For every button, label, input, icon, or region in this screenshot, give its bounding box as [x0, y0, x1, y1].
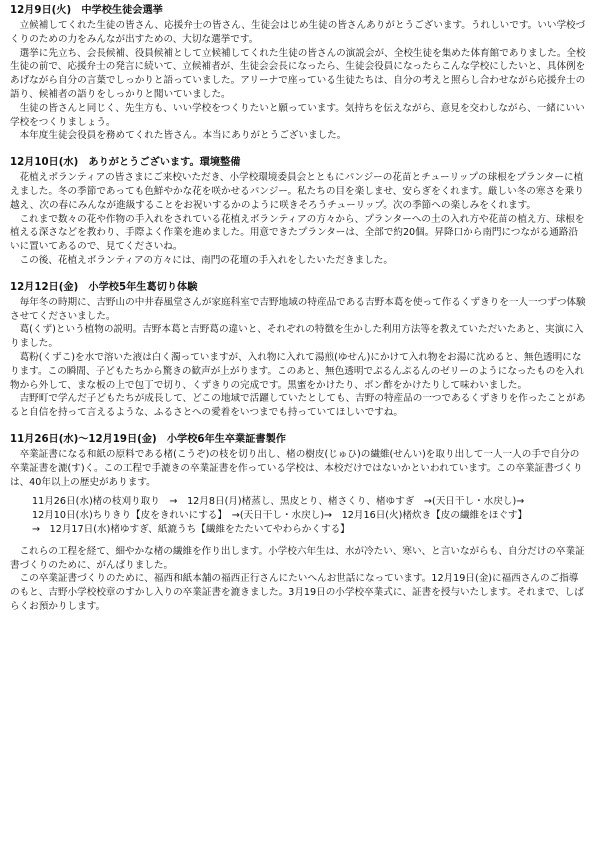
paragraph: この卒業証書づくりのために、福西和紙本舗の福西正行さんにたいへんお世話になっています。12月19日(金)に福西さんのご指導のもと、吉野小学校校章のすかし入りの卒業証書を漉きました。3月19日の小学校卒業式に、証書を授与いたします。それまで、しばらくお預かりします。 — [10, 573, 584, 612]
schedule-line: 12月10日(水)ちりきり【皮をきれいにする】 →(天日干し・水戻し)→ 12月16日(火)楮炊き【皮の繊維をほぐす】 — [32, 510, 528, 522]
paragraph: 吉野町で学んだ子どもたちが成長して、どこの地域で活躍していたとしても、吉野の特産品の一つであるくずきりを作ったことがあると自信を持って言えるような、ふるさとへの愛着をいつまでも持っていてほしいですね。 — [10, 393, 586, 419]
paragraph: 選挙に先立ち、会長候補、役員候補として立候補してくれた生徒の皆さんの演説会が、全校生徒を集めた体育館でありました。全校生徒の前で、応援弁士の発言に続いて、立候補者が、生徒会会長になったら、生徒会役員になったらこんな学校にしたいと、具体例をあげながら自分の言葉でしっかりと語っていました。アリーナで座っている生徒たちは、自分の考えと照らし合わせながら応援弁士の語り、候補者の語りをしっかりと聞いていました。 — [10, 47, 586, 100]
section-spacer — [10, 143, 587, 156]
process-schedule — [32, 495, 587, 536]
section-heading: 12月10日(水) ありがとうございます。環境整備 — [10, 157, 241, 169]
section-heading: 12月12日(金) 小学校5年生葛切り体験 — [10, 281, 198, 293]
schedule-line: 11月26日(水)楮の枝刈り取り → 12月8日(月)楮蒸し、黒皮とり、楮さくり、楮ゆすぎ →(天日干し・水戻し)→ — [32, 496, 525, 508]
section-environment-maintenance — [10, 156, 587, 268]
paragraph: 葛粉(くずこ)を水で溶いた液は白く濁っていますが、入れ物に入れて湯煎(ゆせん)にかけて入れ物をお湯に沈めると、無色透明になります。この瞬間、子どもたちから驚きの歓声が上がります。このあと、無色透明でぷるんぷるんのゼリーのようになったものを入れ物から外して、まな板の上で包丁で切り、くずきりの完成です。黒蜜をかけたり、ポン酢をかけたりして味わいました。 — [10, 351, 585, 391]
paragraph: 卒業証書になる和紙の原料である楮(こうぞ)の枝を切り出し、楮の樹皮(じゅひ)の繊維(せんい)を取り出して一人一人の手で自分の卒業証書を漉(す)く。この工程で手漉きの卒業証書を作っている学校は、本校だけではないかといわれています。この卒業証書づくりは、40年以上の歴史があります。 — [10, 448, 583, 488]
section-spacer — [10, 268, 587, 281]
section-spacer — [10, 420, 587, 433]
section-heading: 12月9日(火) 中学校生徒会選挙 — [10, 5, 163, 16]
paragraph: これらの工程を経て、細やかな楮の繊維を作り出します。小学校六年生は、水が冷たい、寒い、と言いながらも、自分だけの卒業証書づくりのために、がんばりました。 — [10, 545, 585, 571]
section-heading: 11月26日(水)～12月19日(金) 小学校6年生卒業証書製作 — [10, 433, 286, 445]
paragraph: 立候補してくれた生徒の皆さん、応援弁士の皆さん、生徒会はじめ生徒の皆さんありがとうございます。うれしいです。いい学校づくりのための力をみんなが出すための、大切な選挙です。 — [10, 20, 586, 45]
paragraph: この後、花植えボランティアの方々には、南門の花壇の手入れをしたいただきました。 — [19, 254, 393, 266]
paragraph: 葛(くず)という植物の説明。吉野本葛と吉野葛の違いと、それぞれの特徴を生かした利用方法等を教えていただいたあと、実演に入りました。 — [10, 324, 584, 350]
section-kuzukiri-experience — [10, 281, 587, 420]
paragraph: 本年度生徒会役員を務めてくれた皆さん。本当にありがとうございました。 — [19, 130, 347, 142]
paragraph: 生徒の皆さんと同じく、先生方も、いい学校をつくりたいと願っています。気持ちを伝えながら、意見を交わしながら、一緒にいい学校をつくりましょう。 — [10, 102, 585, 128]
paragraph: 毎年冬の時期に、吉野山の中井春風堂さんが家庭科室で吉野地域の特産品である吉野本葛を使って作るくずきりを一人一つずつ体験させてくださいました。 — [10, 296, 586, 322]
paragraph: 花植えボランティアの皆さまにご来校いただき、小学校環境委員会とともにパンジーの花苗とチューリップの球根をプランターに植えました。冬の季節であっても色鮮やかな花を咲かせるパンジー。私たちの目を楽しませ、安らぎをくれます。厳しい冬の寒さを乗り越え、次の春にみんなが進級することをお祝いするかのように咲きそろうチューリップ。次の季節への楽しみをくれます。 — [10, 172, 584, 211]
section-student-council-election — [10, 4, 587, 143]
section-diploma-making — [10, 433, 587, 614]
schedule-line: → 12月17日(水)楮ゆすぎ、紙漉うち【繊維をたたいてやわらかくする】 — [32, 523, 350, 535]
paragraph: これまで数々の花や作物の手入れをされている花植えボランティアの方々から、プランターへの土の入れ方や花苗の植え方、球根を植える深さなどを教わり、手際よく作業を進めました。用意できたプランターは、全部で約20個。昇降口から南門につながる通路沿いに置いてあるので、見てくださいね。 — [10, 213, 585, 253]
